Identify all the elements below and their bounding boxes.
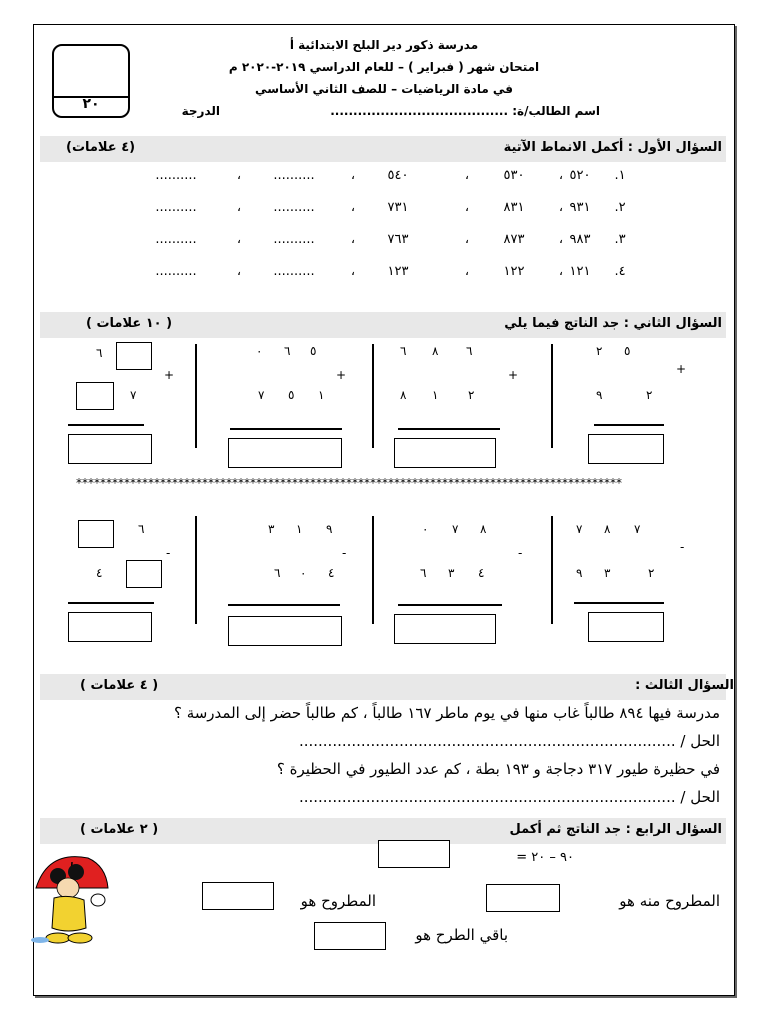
missing-digit-box[interactable]: [76, 382, 114, 410]
subject-line: في مادة الرياضيات – للصف الثاني الأساسي: [255, 82, 513, 96]
comma: ،: [350, 168, 356, 183]
digit: ٨: [480, 522, 487, 536]
row-number: ١.: [614, 168, 626, 183]
digit: ٤: [478, 566, 485, 580]
blank-term[interactable]: ..........: [155, 168, 197, 183]
blank-term[interactable]: ..........: [273, 264, 315, 279]
digit: ٢: [646, 388, 653, 402]
minuend-label: المطروح منه هو: [619, 892, 720, 910]
pattern-term: ١٢١: [569, 264, 591, 279]
digit: ٤: [328, 566, 335, 580]
row-number: ٣.: [614, 232, 626, 247]
difference-line: [398, 604, 502, 606]
q3-problem-1: مدرسة فيها ٨٩٤ طالباً غاب منها في يوم ماطر ١٦٧ طالباً ، كم طالباً حضر إلى المدرسة ؟: [173, 704, 720, 722]
q3-solution-1[interactable]: الحل / ...............................................................................: [298, 732, 720, 750]
comma: ،: [558, 264, 564, 279]
grade-label: الدرجة: [181, 104, 220, 118]
digit: ٨: [400, 388, 407, 402]
digit: ٠: [300, 566, 307, 580]
difference-box[interactable]: [314, 922, 386, 950]
q3-marks: ( ٤ علامات ): [80, 678, 159, 693]
comma: ،: [464, 168, 470, 183]
digit: ٦: [420, 566, 427, 580]
digit: ٨: [604, 522, 611, 536]
digit: ٢: [596, 344, 603, 358]
divider: [195, 344, 197, 448]
blank-term[interactable]: ..........: [273, 200, 315, 215]
pattern-term: ٨٧٣: [503, 232, 525, 247]
plus-sign: +: [676, 362, 687, 376]
comma: ،: [350, 232, 356, 247]
pattern-term: ٧٦٣: [387, 232, 409, 247]
digit: ٦: [284, 344, 291, 358]
q4-title: السؤال الرابع : جد الناتج ثم أكمل: [509, 822, 722, 837]
divider: [372, 344, 374, 448]
difference-line: [228, 604, 340, 606]
digit: ٦: [400, 344, 407, 358]
digit: ٧: [576, 522, 583, 536]
minus-sign: -: [342, 546, 347, 560]
comma: ،: [236, 232, 242, 247]
minus-sign: -: [680, 540, 685, 554]
digit: ٧: [258, 388, 265, 402]
digit: ٦: [138, 522, 145, 536]
divider: [551, 516, 553, 624]
difference-line: [68, 602, 154, 604]
digit: ٢: [648, 566, 655, 580]
sum-line: [594, 424, 664, 426]
digit: ٢: [468, 388, 475, 402]
mickey-umbrella-illustration: [28, 848, 112, 948]
difference-line: [574, 602, 664, 604]
missing-digit-box[interactable]: [78, 520, 114, 548]
comma: ،: [350, 200, 356, 215]
pattern-term: ٥٤٠: [387, 168, 409, 183]
comma: ،: [236, 200, 242, 215]
digit: ٠: [422, 522, 429, 536]
pattern-term: ٥٢٠: [569, 168, 591, 183]
total-score: ٢٠: [82, 96, 100, 112]
answer-box[interactable]: [228, 616, 342, 646]
digit: ٦: [466, 344, 473, 358]
q2-title: السؤال الثاني : جد الناتج فيما يلي: [504, 316, 722, 331]
digit: ١: [432, 388, 439, 402]
digit: ٩: [576, 566, 583, 580]
comma: ،: [236, 168, 242, 183]
pattern-term: ٩٣١: [569, 200, 591, 215]
answer-box[interactable]: [68, 434, 152, 464]
result-box[interactable]: [378, 840, 450, 868]
plus-sign: +: [508, 368, 519, 382]
digit: ١: [318, 388, 325, 402]
digit: ٧: [634, 522, 641, 536]
q3-solution-2[interactable]: الحل / ...............................................................................: [298, 788, 720, 806]
comma: ،: [236, 264, 242, 279]
q1-marks: (٤ علامات): [66, 140, 136, 155]
digit: ٧: [130, 388, 137, 402]
blank-term[interactable]: ..........: [155, 232, 197, 247]
q2-marks: ( ١٠ علامات ): [86, 316, 173, 331]
comma: ،: [558, 232, 564, 247]
digit: ٠: [256, 344, 263, 358]
pattern-term: ١٢٣: [387, 264, 409, 279]
pattern-term: ٩٨٣: [569, 232, 591, 247]
digit: ٣: [448, 566, 455, 580]
exam-title: امتحان شهر ( فبراير ) – للعام الدراسي ٢٠١٩-٢٠٢٠ م: [228, 60, 540, 74]
row-number: ٢.: [614, 200, 626, 215]
missing-digit-box[interactable]: [126, 560, 162, 588]
row-number: ٤.: [614, 264, 626, 279]
digit: ٩: [596, 388, 603, 402]
digit: ٤: [96, 566, 103, 580]
blank-term[interactable]: ..........: [273, 168, 315, 183]
minus-sign: -: [166, 546, 171, 560]
star-separator: *******************************************************************************************: [76, 476, 622, 490]
digit: ٥: [288, 388, 295, 402]
sum-line: [230, 428, 342, 430]
answer-box[interactable]: [394, 438, 496, 468]
divider: [551, 344, 553, 448]
minuend-box[interactable]: [486, 884, 560, 912]
sum-line: [68, 424, 144, 426]
comma: ،: [558, 200, 564, 215]
comma: ،: [464, 200, 470, 215]
pattern-term: ٧٣١: [387, 200, 409, 215]
school-name: مدرسة ذكور دير البلح الابتدائية أ: [289, 38, 479, 52]
answer-box[interactable]: [588, 612, 664, 642]
digit: ٦: [274, 566, 281, 580]
divider: [195, 516, 197, 624]
answer-box[interactable]: [68, 612, 152, 642]
sum-line: [398, 428, 500, 430]
q4-equation: ٩٠ – ٢٠ =: [516, 850, 574, 865]
digit: ٩: [326, 522, 333, 536]
missing-digit-box[interactable]: [116, 342, 152, 370]
digit: ٥: [624, 344, 631, 358]
digit: ٣: [268, 522, 275, 536]
student-name-field[interactable]: اسم الطالب/ة: .......................................: [330, 104, 600, 118]
digit: ٥: [310, 344, 317, 358]
answer-box[interactable]: [394, 614, 496, 644]
q3-title: السؤال الثالث :: [635, 678, 734, 693]
digit: ٣: [604, 566, 611, 580]
q1-title: السؤال الأول : أكمل الانماط الآتية: [503, 140, 722, 155]
digit: ٧: [452, 522, 459, 536]
digit: ٦: [96, 346, 103, 360]
blank-term[interactable]: ..........: [155, 264, 197, 279]
plus-sign: +: [164, 368, 175, 382]
comma: ،: [350, 264, 356, 279]
comma: ،: [558, 168, 564, 183]
divider: [372, 516, 374, 624]
q3-problem-2: في حظيرة طيور ٣١٧ دجاجة و ١٩٣ بطة ، كم عدد الطيور في الحظيرة ؟: [276, 760, 720, 778]
subtrahend-label: المطروح هو: [300, 892, 376, 910]
minus-sign: -: [518, 546, 523, 560]
pattern-term: ٥٣٠: [503, 168, 525, 183]
difference-label: باقي الطرح هو: [415, 926, 508, 944]
score-box: [52, 44, 130, 118]
pattern-term: ١٢٢: [503, 264, 525, 279]
q4-marks: ( ٢ علامات ): [80, 822, 159, 837]
blank-term[interactable]: ..........: [155, 200, 197, 215]
comma: ،: [464, 264, 470, 279]
digit: ٨: [432, 344, 439, 358]
comma: ،: [464, 232, 470, 247]
plus-sign: +: [336, 368, 347, 382]
blank-term[interactable]: ..........: [273, 232, 315, 247]
subtrahend-box[interactable]: [202, 882, 274, 910]
digit: ١: [296, 522, 303, 536]
pattern-term: ٨٣١: [503, 200, 525, 215]
answer-box[interactable]: [588, 434, 664, 464]
answer-box[interactable]: [228, 438, 342, 468]
